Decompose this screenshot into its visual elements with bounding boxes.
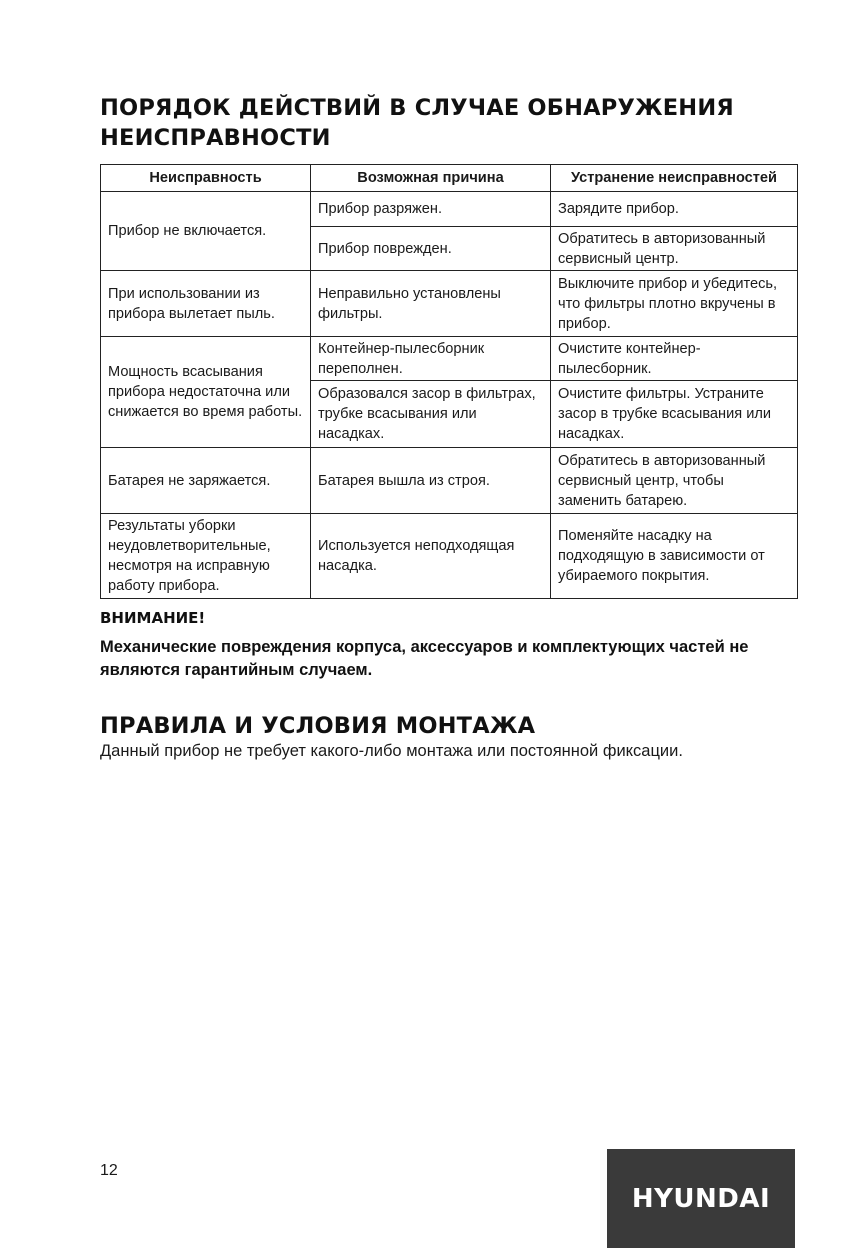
troubleshooting-table — [100, 164, 798, 599]
cause-cell: Контейнер-пылесборник переполнен. — [311, 337, 551, 381]
table-header-row — [101, 165, 798, 192]
fix-cell: Поменяйте насадку на подходящую в зависимости от убираемого покрытия. — [551, 514, 798, 599]
notice-text: Механические повреждения корпуса, аксессуаров и комплектующих частей не являются гарантийным случаем. — [100, 638, 749, 679]
fix-cell: Зарядите прибор. — [551, 192, 798, 227]
table-row — [101, 514, 798, 599]
fault-cell: При использовании из прибора вылетает пыль. — [101, 271, 311, 337]
table-row — [101, 337, 798, 381]
installation-heading: ПРАВИЛА И УСЛОВИЯ МОНТАЖА — [100, 713, 536, 739]
table-row — [101, 448, 798, 514]
table-row — [101, 192, 798, 227]
cause-cell: Прибор разряжен. — [311, 192, 551, 227]
column-header-fix: Устранение неисправностей — [551, 165, 798, 192]
fix-cell: Очистите фильтры. Устраните засор в трубке всасывания или насадках. — [551, 381, 798, 448]
cause-cell: Используется неподходящая насадка. — [311, 514, 551, 599]
installation-text: Данный прибор не требует какого-либо монтажа или постоянной фиксации. — [100, 742, 683, 760]
fix-cell: Очистите контейнер-пылесборник. — [551, 337, 798, 381]
fault-cell: Результаты уборки неудовлетворительные, несмотря на исправную работу прибора. — [101, 514, 311, 599]
cause-cell: Батарея вышла из строя. — [311, 448, 551, 514]
fault-cell: Прибор не включается. — [101, 192, 311, 271]
column-header-cause: Возможная причина — [311, 165, 551, 192]
page-title: ПОРЯДОК ДЕЙСТВИЙ В СЛУЧАЕ ОБНАРУЖЕНИЯ НЕИСПРАВНОСТИ — [100, 95, 734, 151]
column-header-fault: Неисправность — [101, 165, 311, 192]
fault-cell: Батарея не заряжается. — [101, 448, 311, 514]
notice-heading: ВНИМАНИЕ! — [100, 609, 206, 627]
cause-cell: Неправильно установлены фильтры. — [311, 271, 551, 337]
page-number: 12 — [100, 1162, 118, 1179]
table-row — [101, 271, 798, 337]
hyundai-logo — [607, 1149, 795, 1248]
fix-cell: Обратитесь в авторизованный сервисный центр. — [551, 227, 798, 271]
fix-cell: Выключите прибор и убедитесь, что фильтры плотно вкручены в прибор. — [551, 271, 798, 337]
logo-text: HYUNDAI — [631, 1183, 771, 1214]
fix-cell: Обратитесь в авторизованный сервисный центр, чтобы заменить батарею. — [551, 448, 798, 514]
cause-cell: Прибор поврежден. — [311, 227, 551, 271]
cause-cell: Образовался засор в фильтрах, трубке всасывания или насадках. — [311, 381, 551, 448]
fault-cell: Мощность всасывания прибора недостаточна или снижается во время работы. — [101, 337, 311, 448]
